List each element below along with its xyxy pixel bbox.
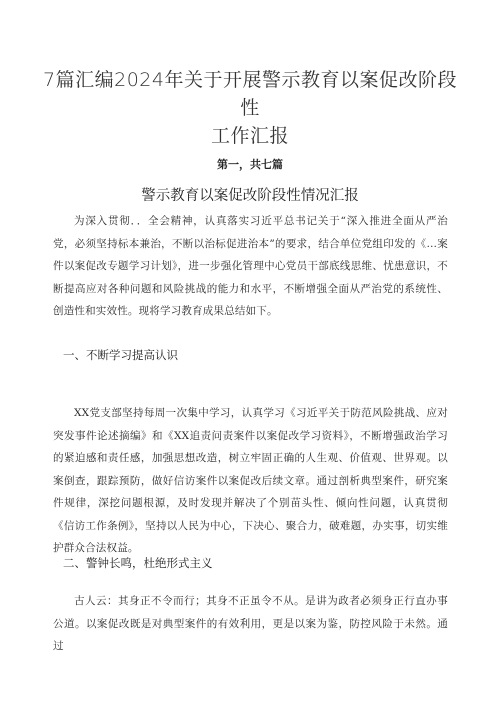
document-title xyxy=(40,66,460,150)
paragraph-warning: 古人云：其身正不令而行；其身不正虽令不从。是讲为政者必须身正行直办事公道。以案促改既是对典型案件的有效利用，更是以案为鉴，防控风险于未然。通过 xyxy=(53,595,448,652)
section-heading-1: 一、不断学习提高认识 xyxy=(63,348,178,362)
section-title: 警示教育以案促改阶段性情况汇报 xyxy=(141,188,359,204)
section-heading-2: 二、警钟长鸣，杜绝形式主义 xyxy=(63,556,213,570)
document-title-line-2: 工作汇报 xyxy=(210,125,289,147)
document-title-line-1: 7篇汇编2024年关于开展警示教育以案促改阶段性 xyxy=(43,69,457,119)
paragraph-intro: 为深入贯彻．．全会精神，认真落实习近平总书记关于“深入推进全面从严治党，必须坚持标本兼治，不断以治标促进治本”的要求，结合单位党组印发的《…案件以案促改专题学习计划》，进一步强化管理中心党员干部底线思维、忧患意识，不断提高应对各种问题和风险挑战的能力和水平，不断增强全面从严治党的系统性、创造性和实效性。现将学习教育成果总结如下。 xyxy=(53,215,448,317)
part-label: 第一，共七篇 xyxy=(217,158,283,171)
paragraph-study: XX党支部坚持每周一次集中学习，认真学习《习近平关于防范风险挑战、应对突发事件论述摘编》和《XX追责问责案件以案促改学习资料》，不断增强政治学习的紧迫感和责任感，加强思想改造，树立牢固正确的人生观、价值观、世界观。以案倒查，跟踪预防，做好信访案件以案促改后续文章。通过剖析典型案件，研究案件规律，深挖问题根源，及时发现并解决了个别苗头性、倾向性问题，认真贯彻《信访工作条例》，坚持以人民为中心，下决心、聚合力，破难题，办实事，切实维护群众合法权益。 xyxy=(53,407,448,554)
